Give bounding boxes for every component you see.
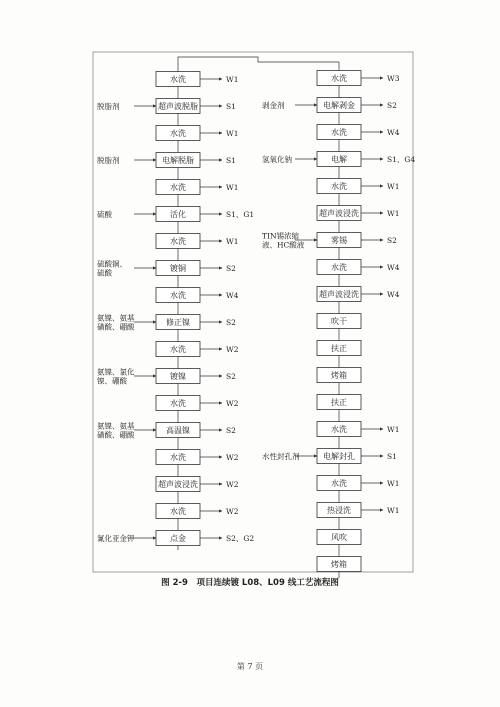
right-step-label: 水洗 (331, 74, 347, 83)
right-step-label: 水洗 (331, 128, 347, 137)
right-step-label: 水洗 (331, 425, 347, 434)
left-step-label: 水洗 (170, 183, 186, 192)
right-output-label: S2 (387, 236, 397, 245)
left-step (156, 288, 239, 303)
right-step (262, 449, 397, 464)
right-step (317, 422, 399, 437)
left-output-label: W2 (226, 345, 239, 354)
right-step (317, 287, 400, 302)
left-step (97, 207, 254, 222)
right-step-label: 扶正 (331, 398, 347, 407)
right-step-label: 烤箱 (331, 560, 347, 569)
page-number: 第 7 页 (236, 662, 264, 671)
right-step (317, 368, 361, 383)
right-step (317, 476, 399, 491)
left-step-label: 水洗 (170, 345, 186, 354)
left-input-label: 脱脂剂 (97, 102, 120, 111)
right-output-label: W3 (387, 74, 400, 83)
right-output-label: S2 (387, 101, 397, 110)
left-step-label: 镀镍 (170, 372, 186, 381)
right-step-label: 水洗 (331, 263, 347, 272)
left-output-label: W2 (226, 399, 239, 408)
column-link-line (178, 57, 339, 62)
left-step-label: 点金 (170, 534, 186, 543)
left-output-label: W2 (226, 480, 239, 489)
left-step (97, 421, 236, 440)
right-input-label: TIN锡浓缩液、HC酸液 (262, 231, 305, 250)
right-step (317, 395, 361, 410)
left-output-label: S2 (226, 264, 236, 273)
right-step (317, 71, 400, 86)
left-step (97, 531, 254, 546)
right-step-label: 电解 (331, 155, 347, 164)
left-step-label: 电解脱脂 (162, 156, 194, 165)
right-step (317, 314, 361, 329)
left-output-label: S1 (226, 102, 236, 111)
left-step (97, 313, 236, 332)
left-step-label: 超声波浸洗 (158, 480, 198, 489)
right-output-label: W4 (387, 263, 400, 272)
left-output-label: S1 (226, 156, 236, 165)
right-step-label: 电解剥金 (323, 101, 355, 110)
left-step (156, 180, 238, 195)
left-step-label: 高温镍 (166, 426, 190, 435)
left-step-label: 水洗 (170, 453, 186, 462)
left-step-label: 镀铜 (170, 264, 186, 273)
left-step (156, 450, 239, 465)
right-step (317, 125, 400, 140)
left-input-label: 氨镍、氨基磺酸、硼酸 (97, 421, 135, 440)
right-output-label: S1、G4 (387, 155, 416, 164)
right-step (317, 260, 400, 275)
right-output-label: W1 (387, 425, 400, 434)
left-step (156, 72, 238, 87)
right-step-label: 烤箱 (331, 371, 347, 380)
right-step (317, 530, 361, 545)
left-output-label: S2、G2 (226, 534, 255, 543)
left-input-label: 硫酸 (97, 210, 112, 219)
left-output-label: S1、G1 (226, 210, 255, 219)
right-step-label: 超声波浸洗 (319, 209, 359, 218)
right-step (317, 557, 361, 572)
left-step-label: 水洗 (170, 129, 186, 138)
right-step (317, 341, 361, 356)
left-input-label: 氨镍、氨基磺酸、硼酸 (97, 313, 135, 332)
left-step-label: 超声波脱脂 (158, 102, 198, 111)
left-step-label: 水洗 (170, 399, 186, 408)
left-output-label: W2 (226, 453, 239, 462)
right-input-label: 水性封孔剂 (262, 452, 300, 461)
right-output-label: W4 (387, 128, 400, 137)
right-step-label: 扶正 (331, 344, 347, 353)
left-output-label: W2 (226, 507, 239, 516)
right-step-label: 超声波浸洗 (319, 290, 359, 299)
right-output-label: W1 (387, 209, 400, 218)
left-output-label: W1 (226, 183, 239, 192)
left-step (97, 99, 236, 114)
left-step (156, 234, 238, 249)
left-output-label: W4 (226, 291, 239, 300)
right-output-label: W1 (387, 182, 400, 191)
right-input-label: 氢氧化钠 (262, 155, 292, 164)
left-step (97, 259, 236, 278)
left-output-label: S2 (226, 426, 236, 435)
right-output-label: W4 (387, 290, 400, 299)
left-step-label: 水洗 (170, 507, 186, 516)
right-step-label: 风吹 (331, 533, 347, 542)
right-step-label: 电解封孔 (323, 452, 355, 461)
right-step-label: 热浸洗 (327, 506, 351, 515)
right-step (317, 179, 399, 194)
left-step (156, 342, 239, 357)
left-process-column (97, 72, 254, 546)
left-step-label: 修正镍 (166, 318, 190, 327)
left-step (156, 126, 238, 141)
right-step (262, 98, 397, 113)
left-output-label: W1 (226, 75, 239, 84)
right-step-label: 雾锡 (331, 236, 347, 245)
right-step (262, 152, 415, 167)
right-step (317, 206, 399, 221)
right-output-label: W1 (387, 479, 400, 488)
right-output-label: W1 (387, 506, 400, 515)
left-output-label: S2 (226, 318, 236, 327)
left-step-label: 水洗 (170, 237, 186, 246)
right-input-label: 剥金剂 (262, 101, 285, 110)
left-input-label: 硫酸铜、硫酸 (97, 259, 127, 278)
left-input-label: 脱脂剂 (97, 156, 120, 165)
right-step-label: 吹干 (331, 317, 347, 326)
left-step (156, 504, 239, 519)
left-output-label: W1 (226, 237, 239, 246)
left-step (97, 153, 236, 168)
right-step-label: 水洗 (331, 479, 347, 488)
right-output-label: S1 (387, 452, 397, 461)
left-step-label: 水洗 (170, 75, 186, 84)
right-step-label: 水洗 (331, 182, 347, 191)
left-step (156, 477, 239, 492)
figure-caption: 图 2-9 项目连续镀 L08、L09 线工艺流程图 (161, 578, 339, 588)
left-output-label: S2 (226, 372, 236, 381)
left-step (97, 367, 236, 386)
left-step-label: 水洗 (170, 291, 186, 300)
left-step (156, 396, 239, 411)
left-output-label: W1 (226, 129, 239, 138)
left-input-label: 氨镍、氯化镍、硼酸 (97, 367, 135, 386)
diagram-frame (93, 52, 416, 572)
right-step (262, 231, 397, 250)
left-input-label: 氰化亚金钾 (97, 534, 135, 543)
left-step-label: 活化 (170, 210, 186, 219)
right-step (317, 503, 399, 518)
